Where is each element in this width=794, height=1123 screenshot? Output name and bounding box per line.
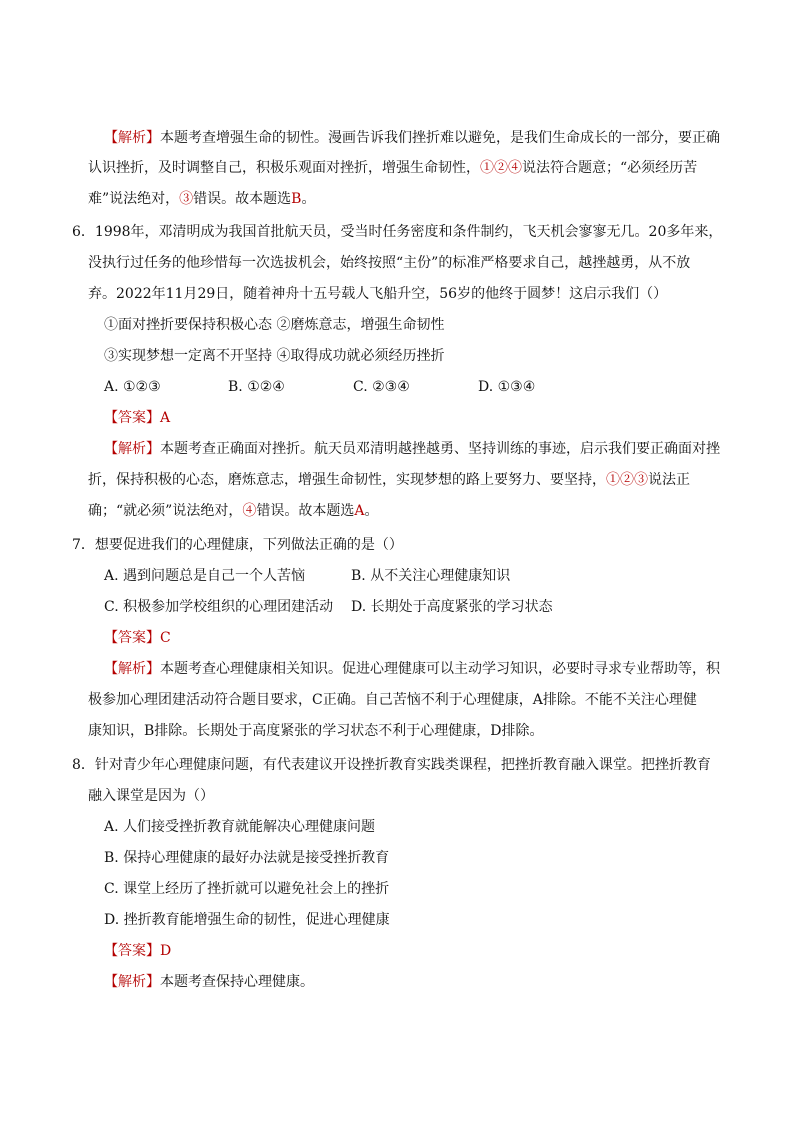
q8-analysis-line-1 — [104, 972, 314, 992]
highlight: ③ — [179, 191, 194, 207]
q6-analysis-line-2 — [88, 470, 690, 490]
q6-stem-line-1: 6．1998年，邓清明成为我国首批航天员，受当时任务密度和条件制约，飞天机会寥寥无几。20多年来， — [72, 224, 723, 240]
q7-answer — [104, 628, 171, 648]
q7-choice-d: D. 长期处于高度紧张的学习状态 — [351, 599, 553, 615]
highlight: ①②④ — [480, 160, 522, 176]
answer-label: 【答案】 — [104, 630, 160, 646]
highlight: A — [354, 503, 365, 519]
text: 本题考查增强生命的韧性。漫画告诉我们挫折难以避免，是我们生命成长的一部分，要正确 — [160, 130, 720, 146]
q7-analysis-line-1 — [104, 659, 720, 679]
q7-choice-c: C. 积极参加学校组织的心理团建活动 — [104, 599, 334, 615]
text: 本题考查正确面对挫折。航天员邓清明越挫越勇、坚持训练的事迹，启示我们要正确面对挫 — [160, 441, 720, 457]
text: 说法正 — [648, 472, 690, 488]
text: 本题考查保持心理健康。 — [160, 974, 314, 990]
text: 确；“就必须”说法绝对， — [88, 503, 243, 519]
q6-stem-line-3: 弃。2022年11月29日，随着神舟十五号载人飞船升空，56岁的他终于圆梦！这启示我们（） — [88, 286, 668, 302]
q7-choice-b: B. 从不关注心理健康知识 — [351, 568, 511, 584]
text: 错误。故本题选 — [256, 503, 355, 519]
answer-label: 【答案】 — [104, 410, 160, 426]
q6-answer — [104, 408, 170, 428]
q8-choice-c: C. 课堂上经历了挫折就可以避免社会上的挫折 — [104, 881, 390, 897]
q7-stem: 7．想要促进我们的心理健康，下列做法正确的是（） — [72, 537, 403, 553]
highlight: ④ — [242, 503, 257, 519]
q8-choice-d: D. 挫折教育能增强生命的韧性，促进心理健康 — [104, 912, 390, 928]
answer-value: C — [160, 630, 171, 646]
text: 折，保持积极的心态，磨炼意志，增强生命韧性，实现梦想的路上要努力、要坚持， — [88, 472, 606, 488]
q6-choice-c: C. ②③④ — [353, 379, 410, 395]
q5-analysis-line-3 — [88, 189, 315, 209]
answer-value: A — [160, 410, 171, 426]
q8-stem-line-1: 8．针对青少年心理健康问题，有代表建议开设挫折教育实践类课程，把挫折教育融入课堂。把挫折教育 — [72, 757, 711, 773]
q8-answer — [104, 941, 171, 961]
analysis-label: 【解析】 — [104, 130, 160, 146]
q6-analysis-line-1 — [104, 439, 720, 459]
q6-choice-d: D. ①③④ — [478, 379, 536, 395]
text: 本题考查心理健康相关知识。促进心理健康可以主动学习知识，必要时寻求专业帮助等，积 — [160, 661, 720, 677]
analysis-label: 【解析】 — [104, 661, 160, 677]
analysis-label: 【解析】 — [104, 441, 160, 457]
q8-choice-a: A. 人们接受挫折教育就能解决心理健康问题 — [104, 819, 376, 835]
q6-choice-b: B. ①②④ — [228, 379, 285, 395]
q8-stem-line-2: 融入课堂是因为（） — [88, 788, 214, 804]
text: 。 — [301, 191, 316, 207]
q6-analysis-line-3 — [88, 501, 378, 521]
text: 认识挫折，及时调整自己，积极乐观面对挫折，增强生命韧性， — [88, 160, 480, 176]
text: 错误。故本题选 — [193, 191, 292, 207]
q7-analysis-line-2: 极参加心理团建活动符合题目要求，C正确。自己苦恼不利于心理健康，A排除。不能不关注心理健 — [88, 692, 697, 708]
q5-analysis-line-1 — [104, 128, 720, 148]
analysis-label: 【解析】 — [104, 974, 160, 990]
answer-label: 【答案】 — [104, 943, 160, 959]
highlight: ①②③ — [606, 472, 648, 488]
text: 。 — [364, 503, 379, 519]
answer-value: D — [160, 943, 172, 959]
q7-choice-a: A. 遇到问题总是自己一个人苦恼 — [104, 568, 306, 584]
q6-stem-line-2: 没执行过任务的他珍惜每一次选拔机会，始终按照“主份”的标准严格要求自己，越挫越勇，从不放 — [88, 255, 691, 271]
q8-choice-b: B. 保持心理健康的最好办法就是接受挫折教育 — [104, 850, 390, 866]
q5-analysis-line-2 — [88, 158, 697, 178]
q6-statements-1: ①面对挫折要保持积极心态 ②磨炼意志，增强生命韧性 — [104, 317, 445, 333]
highlight: B — [291, 191, 302, 207]
q7-analysis-line-3: 康知识，B排除。长期处于高度紧张的学习状态不利于心理健康，D排除。 — [88, 723, 544, 739]
q6-choice-a: A. ①②③ — [104, 379, 161, 395]
text: 说法符合题意；“必须经历苦 — [522, 160, 698, 176]
text: 难”说法绝对， — [88, 191, 180, 207]
q6-statements-2: ③实现梦想一定离不开坚持 ④取得成功就必须经历挫折 — [104, 348, 445, 364]
